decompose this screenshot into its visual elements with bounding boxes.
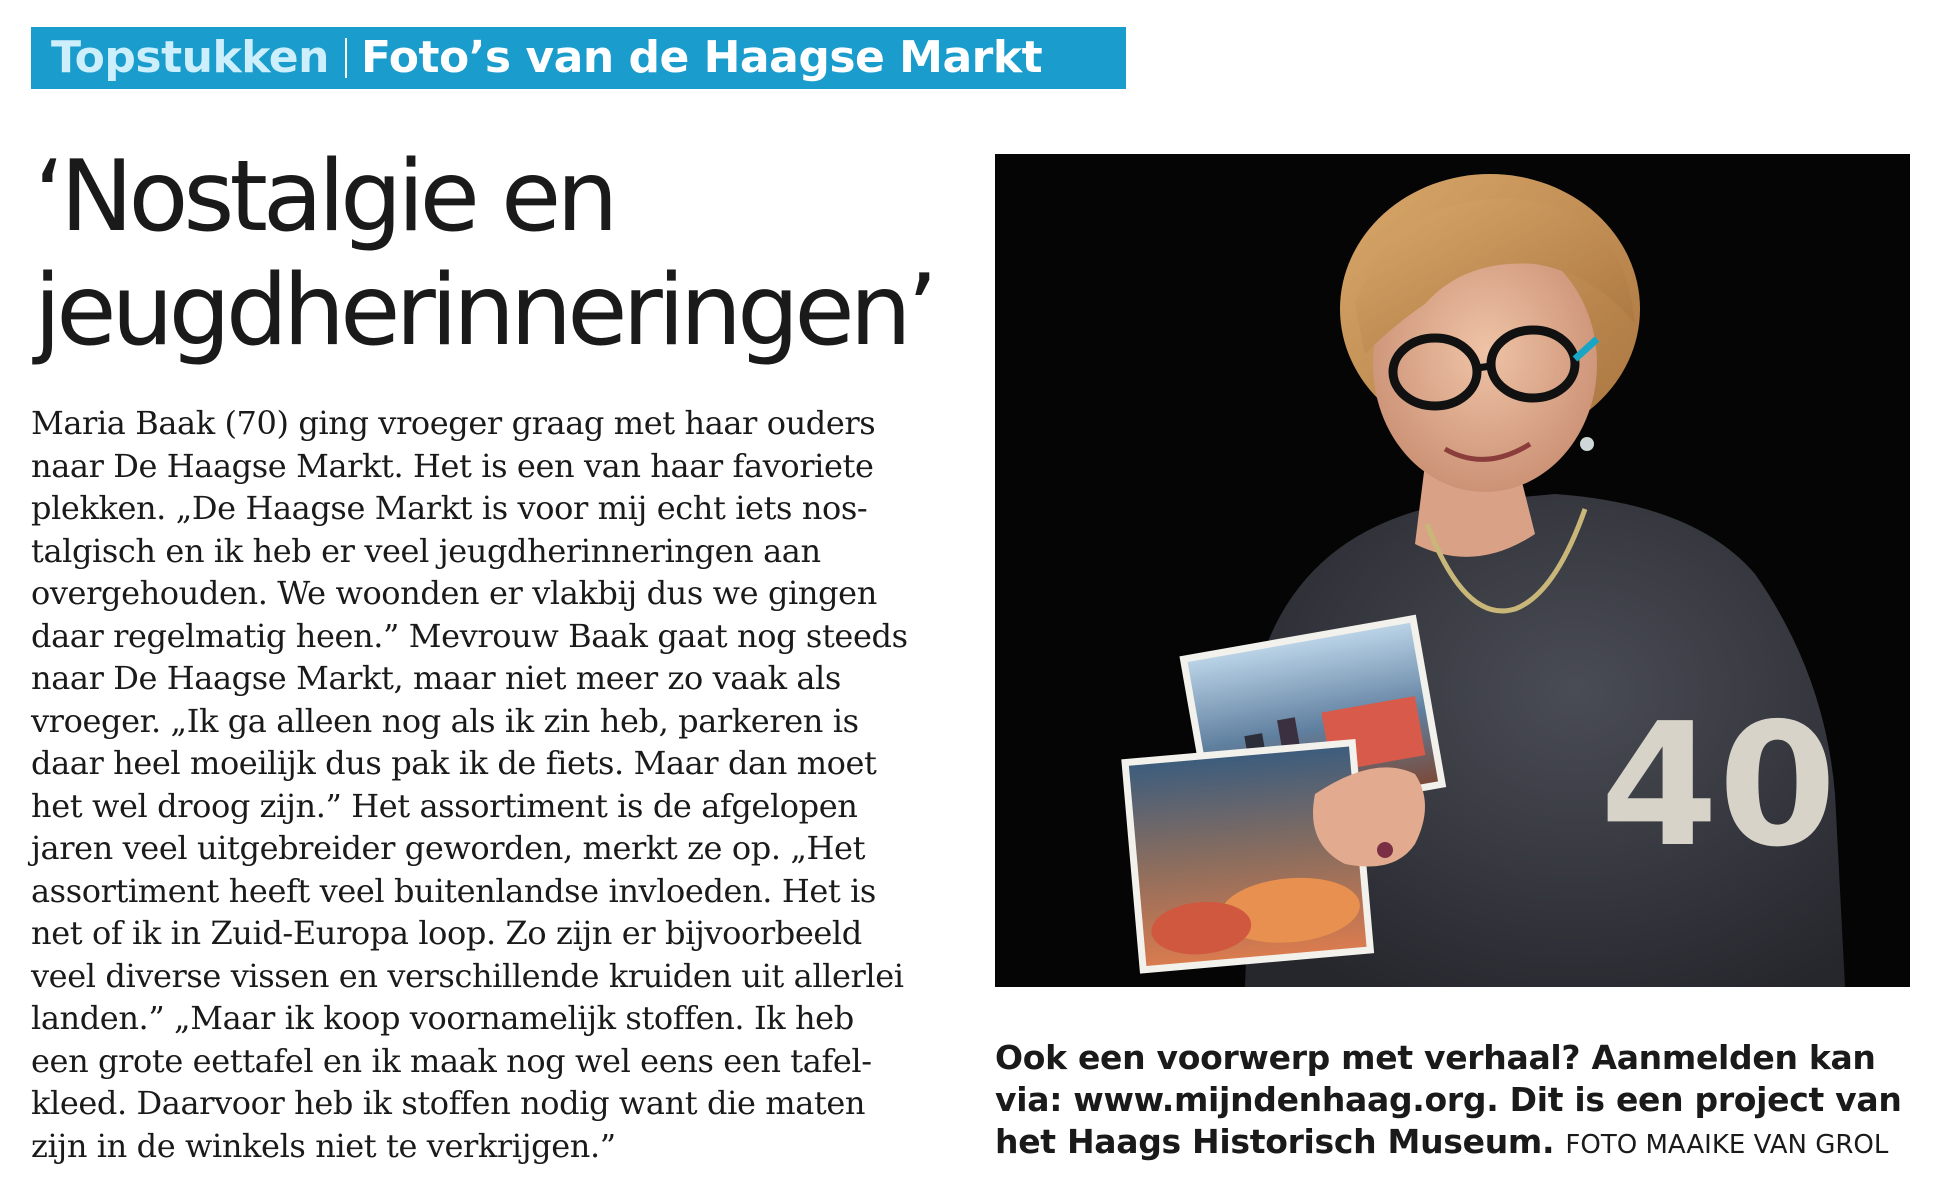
body-line: het wel droog zijn.” Het assortiment is de afgelopen: [31, 786, 858, 825]
body-line: assortiment heeft veel buitenlandse invloeden. Het is: [31, 871, 876, 910]
portrait-photo: [995, 154, 1910, 987]
caption-line-with-credit: [995, 1121, 1915, 1166]
body-line: daar regelmatig heen.” Mevrouw Baak gaat nog steeds: [31, 616, 908, 655]
photo-caption: [995, 1037, 1915, 1166]
section-label: Topstukken: [51, 32, 329, 83]
body-line: kleed. Daarvoor heb ik stoffen nodig want die maten: [31, 1084, 866, 1122]
photo-credit: FOTO MAAIKE VAN GROL: [1565, 1130, 1889, 1160]
body-line: landen.” „Maar ik koop voornamelijk stoffen. Ik heb: [31, 999, 854, 1037]
body-line: plekken. „De Haagse Markt is voor mij echt iets nos-: [31, 489, 868, 527]
caption-line: het Haags Historisch Museum.: [995, 1122, 1555, 1161]
headline-line: ‘Nostalgie en: [34, 140, 614, 254]
body-line: veel diverse vissen en verschillende kruiden uit allerlei: [31, 956, 904, 995]
caption-line: via: www.mijndenhaag.org. Dit is een project van: [995, 1080, 1902, 1119]
topic-label: Foto’s van de Haagse Markt: [360, 32, 1043, 83]
sweater-number-graphic: 40: [1600, 687, 1837, 885]
body-line: jaren veel uitgebreider geworden, merkt ze op. „Het: [31, 829, 866, 867]
body-line: naar De Haagse Markt. Het is een van haar favoriete: [31, 446, 874, 485]
body-line: naar De Haagse Markt, maar niet meer zo vaak als: [31, 659, 841, 697]
body-line: zijn in de winkels niet te verkrijgen.”: [31, 1126, 616, 1165]
headline-line: jeugdherinneringen’: [34, 254, 933, 368]
body-line: talgisch en ik heb er veel jeugdherinneringen aan: [31, 531, 821, 570]
body-line: Maria Baak (70) ging vroeger graag met haar ouders: [31, 404, 876, 442]
section-banner: [31, 27, 1126, 89]
headline: [34, 140, 964, 368]
body-line: vroeger. „Ik ga alleen nog als ik zin heb, parkeren is: [31, 701, 859, 740]
portrait-illustration: [995, 154, 1910, 987]
body-line: een grote eettafel en ik maak nog wel eens een tafel-: [31, 1041, 872, 1080]
caption-line: Ook een voorwerp met verhaal? Aanmelden kan: [995, 1038, 1876, 1077]
article-body: [31, 402, 971, 1167]
banner-divider: [345, 38, 347, 78]
body-line: overgehouden. We woonden er vlakbij dus we gingen: [31, 574, 877, 612]
body-line: daar heel moeilijk dus pak ik de fiets. Maar dan moet: [31, 744, 877, 782]
body-line: net of ik in Zuid-Europa loop. Zo zijn er bijvoorbeeld: [31, 914, 862, 952]
